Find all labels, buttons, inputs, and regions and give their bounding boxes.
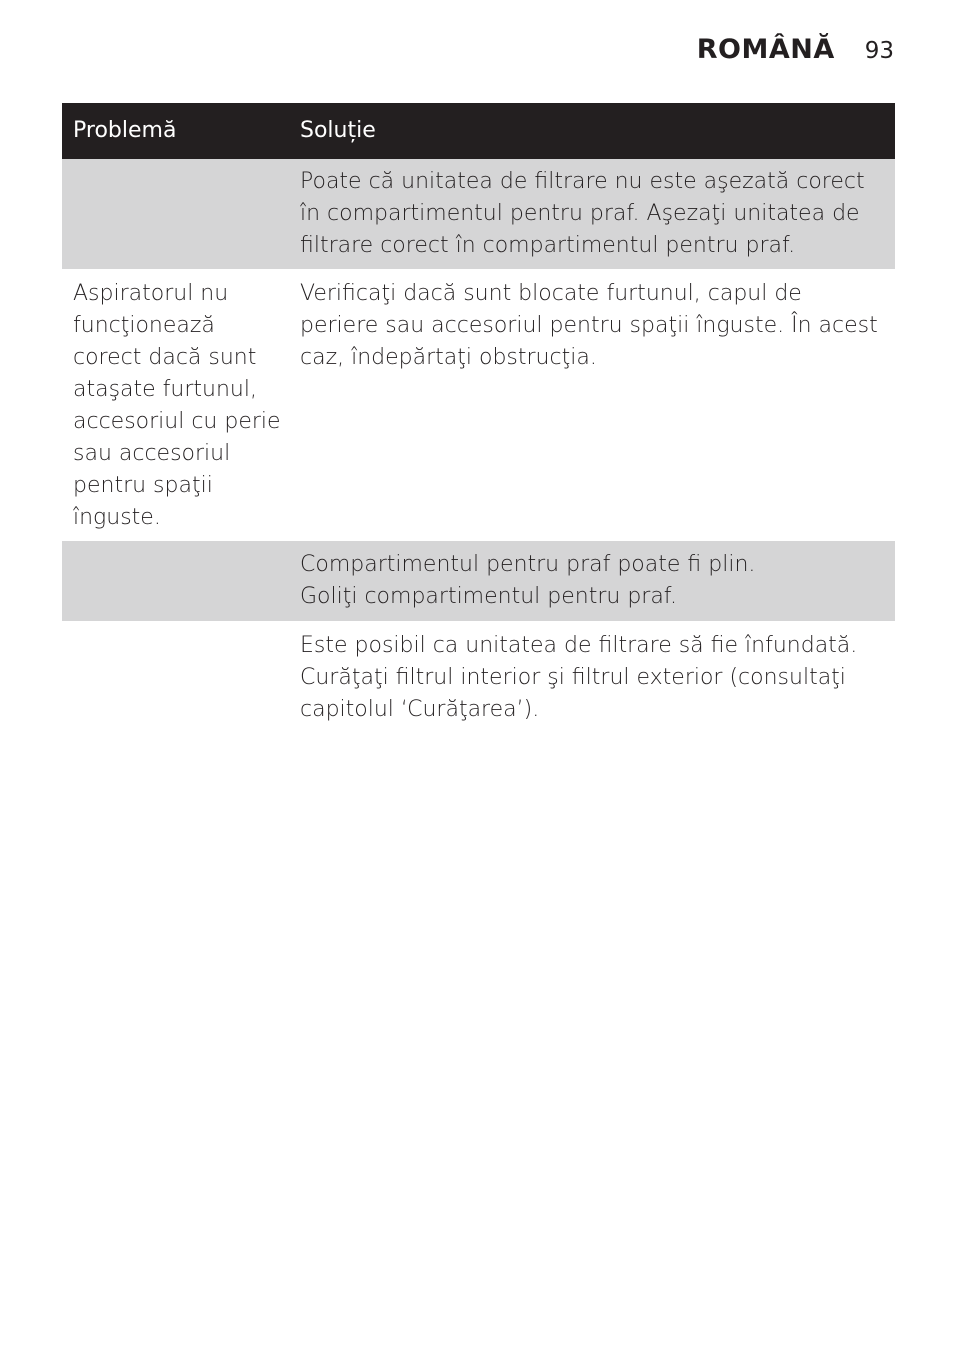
table-row	[62, 621, 895, 734]
problem-cell: Aspiratorul nu funcţionează corect dacă sunt ataşate furtunul, accesoriul cu perie sau accesoriul pentru spaţii înguste.	[73, 281, 281, 530]
language-title: ROMÂNĂ	[696, 34, 835, 65]
problem-cell	[62, 159, 289, 269]
problem-cell	[62, 541, 289, 621]
problem-cell	[62, 621, 289, 734]
solution-cell: Este posibil ca unitatea de filtrare să fie înfundată. Curăţaţi filtrul interior şi filtrul exterior (consultaţi capitolul ‘Curăţarea’).	[300, 633, 858, 722]
page-number: 93	[864, 38, 894, 64]
troubleshooting-table	[62, 103, 895, 734]
table-row	[62, 269, 895, 541]
column-header-problem: Problemă	[62, 103, 289, 159]
page-header	[697, 34, 894, 65]
solution-cell	[289, 541, 895, 621]
solution-line: Compartimentul pentru praf poate fi plin.	[300, 552, 756, 577]
table-header-row	[62, 103, 895, 159]
solution-cell: Poate că unitatea de filtrare nu este aşezată corect în compartimentul pentru praf. Aşezaţi unitatea de filtrare corect în compartimentul pentru praf.	[289, 159, 895, 269]
column-header-solution: Soluție	[289, 103, 895, 159]
table-row	[62, 159, 895, 269]
solution-cell: Verificaţi dacă sunt blocate furtunul, capul de periere sau accesoriul pentru spaţii înguste. În acest caz, îndepărtaţi obstrucţia.	[300, 281, 878, 370]
solution-line: Goliţi compartimentul pentru praf.	[300, 584, 677, 609]
table-row	[62, 541, 895, 621]
